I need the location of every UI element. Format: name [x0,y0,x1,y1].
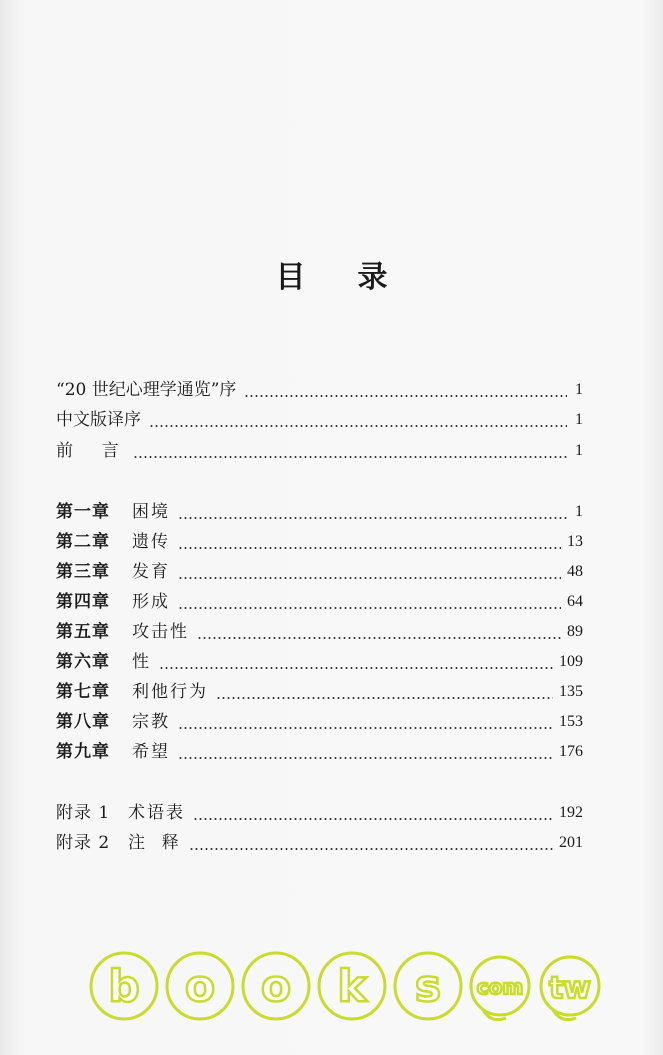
leader-dots [216,697,553,699]
leader-dots [193,818,553,820]
toc-entry-translator-preface[interactable] [56,400,583,430]
page-number: 1 [575,411,583,428]
chapter-title: 利他行为 [132,682,208,702]
logo-com: com [476,975,524,999]
leader-dots [178,577,561,579]
page-number: 153 [559,713,583,730]
chapter-number: 第五章 [56,622,110,642]
logo-letter-s: s [414,961,442,1012]
chapter-number: 第四章 [56,592,110,612]
chapter-number: 第九章 [56,742,110,762]
chapter-title: 发育 [132,562,170,582]
page-number: 89 [567,623,583,640]
appendix-title: 术语表 [128,803,185,823]
toc-entry-chapter-2[interactable] [56,522,583,552]
toc-entry-chapter-9[interactable] [56,732,583,762]
chapter-title: 遗传 [132,532,170,552]
chapter-title: 希望 [132,742,170,762]
page-number: 1 [575,442,583,459]
logo-letter-k: k [337,961,367,1012]
chapter-number: 第七章 [56,682,110,702]
page-number: 13 [567,533,583,550]
logo-letter-o: o [260,961,292,1012]
toc-entry-foreword[interactable] [56,431,583,461]
toc-entry-appendix-1[interactable] [56,793,583,823]
page-number: 1 [575,381,583,398]
toc-entry-chapter-6[interactable] [56,642,583,672]
toc-entry-chapter-5[interactable] [56,612,583,642]
logo-tw: tw [548,971,592,1006]
logo-letter-o: o [184,961,216,1012]
leader-dots [178,547,561,549]
entry-label: “20 世纪心理学通览”序 [56,380,237,400]
page-number: 109 [559,653,583,670]
toc-entry-series-preface[interactable] [56,370,583,400]
chapter-number: 第二章 [56,532,110,552]
chapter-title: 形成 [132,592,170,612]
leader-dots [178,727,553,729]
appendix-title: 注 释 [128,833,181,853]
toc-heading [0,252,663,296]
leader-dots [244,395,567,397]
toc-entry-chapter-3[interactable] [56,552,583,582]
toc-heading-char-2: 录 [357,260,388,295]
leader-dots [189,848,553,850]
leader-dots [178,757,553,759]
chapter-number: 第三章 [56,562,110,582]
leader-dots [178,517,567,519]
chapter-number: 第八章 [56,712,110,732]
chapter-number: 第一章 [56,502,110,522]
leader-dots [159,667,553,669]
toc-entry-chapter-4[interactable] [56,582,583,612]
page-number: 135 [559,683,583,700]
appendix-number: 附录 2 [56,833,111,853]
toc-entry-chapter-8[interactable] [56,702,583,732]
page-number: 64 [567,593,583,610]
entry-label: 中文版译序 [56,410,141,430]
logo-letter-b: b [108,961,140,1012]
page-number: 1 [575,503,583,520]
page-number: 48 [567,563,583,580]
books-com-tw-watermark-logo [86,938,606,1033]
chapter-title: 攻击性 [132,622,189,642]
page-number: 201 [559,834,583,851]
chapter-title: 宗教 [132,712,170,732]
chapter-number: 第六章 [56,652,110,672]
page-number: 176 [559,743,583,760]
page-number: 192 [559,804,583,821]
leader-dots [149,425,567,427]
toc-entry-chapter-7[interactable] [56,672,583,702]
chapter-title: 困境 [132,502,170,522]
leader-dots [197,637,561,639]
entry-label: 前 言 [56,441,125,461]
chapter-title: 性 [132,652,151,672]
leader-dots [133,456,567,458]
toc-entry-chapter-1[interactable] [56,492,583,522]
toc-heading-char-1: 目 [275,260,306,295]
leader-dots [178,607,561,609]
appendix-number: 附录 1 [56,803,111,823]
toc-entry-appendix-2[interactable] [56,823,583,853]
